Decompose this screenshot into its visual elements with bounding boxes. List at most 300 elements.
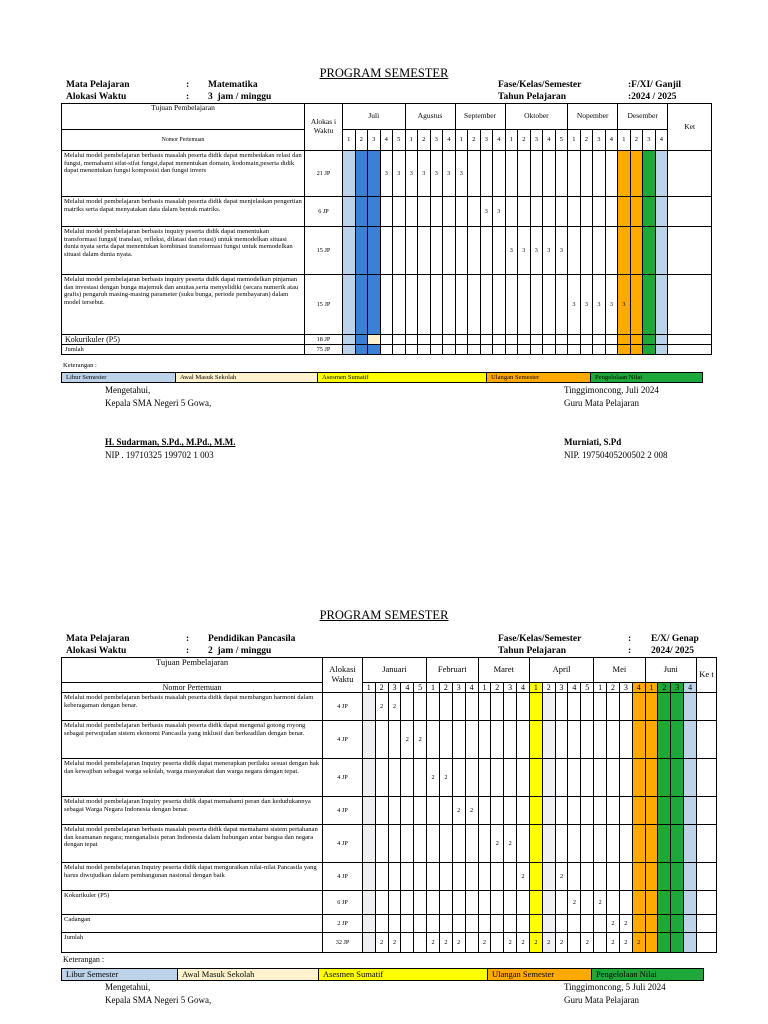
week-cell	[427, 825, 440, 863]
doc2-guru-label: Guru Mata Pelajaran	[564, 995, 639, 1005]
week-number: 1	[568, 130, 581, 151]
legend-ulangan: Ulangan Semester	[487, 968, 592, 981]
week-cell	[401, 863, 414, 891]
week-cell	[581, 721, 594, 759]
doc2-colon-4: :	[628, 646, 632, 656]
week-cell	[542, 891, 555, 915]
week-cell	[465, 759, 478, 797]
week-cell	[478, 797, 491, 825]
legend-libur: Libur Semester	[61, 372, 176, 383]
ket-cell	[697, 693, 717, 721]
week-cell	[671, 797, 684, 825]
doc2-legend	[61, 968, 703, 981]
week-number: 3	[530, 130, 543, 151]
week-cell	[568, 345, 581, 355]
doc2-place-date: Tinggimoncong, 5 Juli 2024	[564, 982, 666, 992]
week-cell	[388, 915, 401, 933]
week-cell	[430, 275, 443, 335]
week-number: 4	[401, 683, 414, 693]
week-number: 4	[605, 130, 618, 151]
week-cell	[414, 915, 427, 933]
week-cell	[343, 335, 356, 345]
doc1-guru-label: Guru Mata Pelajaran	[564, 398, 639, 408]
week-cell: 2	[401, 721, 414, 759]
month-header: Januari	[362, 658, 426, 683]
doc1-fase-value: :F/XI/ Ganjil	[628, 80, 682, 90]
week-cell	[468, 151, 481, 197]
doc2-tahun-label: Tahun Pelajaran	[498, 646, 567, 656]
week-cell	[465, 863, 478, 891]
doc1-keterangan: Keterangan :	[63, 362, 97, 369]
week-number: 4	[493, 130, 506, 151]
week-cell	[380, 345, 393, 355]
week-cell	[452, 891, 465, 915]
week-number: 1	[427, 683, 440, 693]
week-cell	[388, 721, 401, 759]
ket-cell	[668, 345, 712, 355]
week-cell	[671, 693, 684, 721]
week-cell	[439, 693, 452, 721]
alokasi-value: 18 JP	[305, 335, 343, 345]
jumlah-label: Jumlah	[62, 345, 305, 355]
ket-cell	[668, 275, 712, 335]
week-cell	[632, 759, 645, 797]
week-cell: 2	[388, 933, 401, 953]
week-cell	[517, 891, 530, 915]
week-cell	[504, 863, 517, 891]
week-cell	[555, 151, 568, 197]
table-row	[62, 863, 717, 891]
week-cell	[671, 721, 684, 759]
week-cell	[375, 863, 388, 891]
doc1-alokasi-value: 3 jam / minggu	[208, 92, 272, 102]
week-number: 1	[594, 683, 607, 693]
week-cell	[343, 345, 356, 355]
week-cell	[480, 151, 493, 197]
ket-cell	[668, 197, 712, 227]
table-row	[62, 721, 717, 759]
week-cell	[643, 227, 656, 275]
week-cell	[658, 797, 671, 825]
week-cell	[393, 197, 406, 227]
alokasi-value: 75 JP	[305, 345, 343, 355]
col-alokasi-header: Alokas i Waktu	[305, 104, 343, 151]
ket-cell	[697, 759, 717, 797]
week-number: 4	[380, 130, 393, 151]
week-cell	[593, 197, 606, 227]
week-cell	[517, 915, 530, 933]
week-number: 2	[607, 683, 620, 693]
week-cell: 3	[543, 227, 556, 275]
week-cell	[401, 915, 414, 933]
week-cell	[630, 345, 643, 355]
week-cell: 3	[380, 151, 393, 197]
week-number: 5	[393, 130, 406, 151]
week-cell	[505, 345, 518, 355]
week-cell	[343, 275, 356, 335]
ket-cell	[697, 933, 717, 953]
week-number: 1	[343, 130, 356, 151]
week-cell	[493, 227, 506, 275]
week-cell: 2	[427, 759, 440, 797]
tujuan-text: Cadangan	[62, 915, 323, 933]
week-cell	[368, 335, 381, 345]
week-cell	[505, 335, 518, 345]
legend-libur: Libur Semester	[61, 968, 178, 981]
week-cell	[671, 759, 684, 797]
week-cell	[393, 335, 406, 345]
week-cell	[645, 915, 658, 933]
week-number: 4	[632, 683, 645, 693]
week-cell	[658, 825, 671, 863]
week-cell	[493, 275, 506, 335]
week-cell	[491, 915, 504, 933]
week-cell	[542, 797, 555, 825]
week-cell	[555, 891, 568, 915]
week-cell	[505, 275, 518, 335]
week-cell	[594, 721, 607, 759]
week-cell	[543, 197, 556, 227]
week-cell	[405, 345, 418, 355]
week-cell	[430, 197, 443, 227]
week-cell	[468, 227, 481, 275]
tujuan-text: Melalui model pembelajaran berbasis inquiry peserta didik dapat menentukan transformasi fungsi( translasi, refleksi, dilatasi dan rotasi) untuk memodelkan situasi dunia nyata serta dapat menentukan kombinasi transformasi fungsi untuk memodelkan situasi dalam dunia nyata.	[62, 227, 305, 275]
week-cell	[401, 891, 414, 915]
week-cell	[630, 275, 643, 335]
doc1-kepala: Kepala SMA Negeri 5 Gowa,	[105, 398, 212, 408]
week-number: 4	[443, 130, 456, 151]
doc1-guru-nip: NIP. 19750405200502 2 008	[564, 450, 668, 460]
week-cell	[555, 825, 568, 863]
table-row	[62, 915, 717, 933]
week-cell	[618, 197, 631, 227]
week-number: 2	[355, 130, 368, 151]
week-cell	[405, 197, 418, 227]
week-number: 5	[581, 683, 594, 693]
week-cell	[368, 151, 381, 197]
week-cell: 2	[555, 863, 568, 891]
week-number: 2	[468, 130, 481, 151]
legend-ulangan: Ulangan Semester	[486, 372, 591, 383]
week-cell	[655, 335, 668, 345]
alokasi-value: 15 JP	[305, 227, 343, 275]
week-cell	[455, 335, 468, 345]
week-cell: 2	[491, 825, 504, 863]
week-cell	[478, 825, 491, 863]
week-number: 1	[618, 130, 631, 151]
week-cell	[518, 197, 531, 227]
week-cell: 2	[439, 933, 452, 953]
ket-cell	[697, 797, 717, 825]
week-cell	[418, 227, 431, 275]
week-cell	[430, 345, 443, 355]
week-cell: 3	[455, 151, 468, 197]
week-number: 3	[671, 683, 684, 693]
alokasi-value: 21 JP	[305, 151, 343, 197]
week-cell	[605, 345, 618, 355]
week-cell: 2	[619, 933, 632, 953]
week-cell	[594, 825, 607, 863]
week-cell	[414, 933, 427, 953]
tujuan-text: Melalui model pembelajaran berbasis inquiry peserta didik dapat memodelkan pinjaman dan investasi dengan bunga majemuk dan anuitas,serta menyelidiki (secara numerik atau grafis) pengaruh masing-masing parameter (suku bunga, periode pembayaran) dalam model tersebut.	[62, 275, 305, 335]
week-cell	[414, 863, 427, 891]
doc1-tahun-value: :2024 / 2025	[628, 92, 677, 102]
week-cell	[380, 227, 393, 275]
week-cell: 3	[443, 151, 456, 197]
week-cell	[388, 825, 401, 863]
week-cell	[452, 721, 465, 759]
doc1-title: PROGRAM SEMESTER	[319, 66, 449, 80]
week-cell	[568, 197, 581, 227]
week-number: 5	[555, 130, 568, 151]
month-header: Mei	[594, 658, 645, 683]
week-cell	[618, 227, 631, 275]
week-cell: 3	[518, 227, 531, 275]
week-cell	[594, 759, 607, 797]
week-cell	[643, 151, 656, 197]
doc1-mengetahui: Mengetahui,	[105, 385, 151, 395]
week-cell	[465, 915, 478, 933]
week-cell	[401, 825, 414, 863]
week-cell	[630, 335, 643, 345]
week-cell	[632, 863, 645, 891]
week-cell	[632, 721, 645, 759]
week-cell	[405, 275, 418, 335]
month-header: Juli	[343, 104, 406, 130]
week-cell	[619, 797, 632, 825]
week-cell	[542, 721, 555, 759]
week-number: 4	[655, 130, 668, 151]
week-cell	[480, 227, 493, 275]
week-cell	[355, 275, 368, 335]
week-number: 4	[684, 683, 697, 693]
week-cell	[594, 797, 607, 825]
week-cell	[684, 693, 697, 721]
week-cell	[418, 275, 431, 335]
week-cell: 2	[375, 933, 388, 953]
week-cell	[607, 891, 620, 915]
week-cell	[555, 335, 568, 345]
week-cell	[468, 197, 481, 227]
week-cell: 3	[505, 227, 518, 275]
week-cell: 2	[375, 693, 388, 721]
week-cell	[362, 933, 375, 953]
week-cell	[505, 151, 518, 197]
week-cell	[478, 721, 491, 759]
week-cell	[568, 933, 581, 953]
month-header: Juni	[645, 658, 696, 683]
week-cell	[671, 863, 684, 891]
col-ket-header: Ket	[668, 104, 712, 151]
week-cell	[405, 227, 418, 275]
doc1-mapel-label: Mata Pelajaran	[66, 80, 130, 90]
week-cell	[401, 693, 414, 721]
doc1-mapel-value: Matematika	[208, 80, 258, 90]
week-number: 3	[504, 683, 517, 693]
alokasi-value: 4 JP	[323, 797, 363, 825]
week-cell	[530, 345, 543, 355]
week-cell	[518, 335, 531, 345]
week-cell	[355, 335, 368, 345]
week-cell: 2	[414, 721, 427, 759]
week-cell: 2	[517, 933, 530, 953]
week-cell	[568, 693, 581, 721]
alokasi-value: 4 JP	[323, 721, 363, 759]
week-cell	[607, 825, 620, 863]
week-cell	[368, 345, 381, 355]
week-cell	[568, 797, 581, 825]
week-cell	[619, 721, 632, 759]
legend-awal: Awal Masuk Sekolah	[177, 968, 319, 981]
week-cell	[491, 721, 504, 759]
week-cell	[375, 797, 388, 825]
week-number: 4	[465, 683, 478, 693]
doc1-place-date: Tinggimoncong, Juli 2024	[564, 385, 659, 395]
doc2-colon-3: :	[628, 634, 632, 644]
week-cell	[362, 721, 375, 759]
week-cell	[388, 797, 401, 825]
table-row	[62, 345, 712, 355]
table-row	[62, 759, 717, 797]
doc1-schedule-table	[61, 103, 712, 355]
week-cell	[543, 335, 556, 345]
week-cell	[655, 275, 668, 335]
table-row	[62, 933, 717, 953]
legend-asesmen: Asesmen Sumatif	[317, 372, 487, 383]
week-cell	[655, 197, 668, 227]
week-cell	[529, 863, 542, 891]
week-cell	[581, 759, 594, 797]
week-cell	[684, 933, 697, 953]
week-cell	[362, 825, 375, 863]
week-cell	[580, 197, 593, 227]
week-cell	[555, 693, 568, 721]
week-cell	[491, 693, 504, 721]
week-cell	[555, 345, 568, 355]
week-cell	[427, 693, 440, 721]
week-cell	[555, 197, 568, 227]
week-cell	[518, 151, 531, 197]
week-number: 3	[430, 130, 443, 151]
week-cell	[645, 797, 658, 825]
week-number: 2	[542, 683, 555, 693]
week-cell	[655, 151, 668, 197]
doc1-tahun-label: Tahun Pelajaran	[498, 92, 567, 102]
alokasi-value: 32 JP	[323, 933, 363, 953]
week-cell	[607, 693, 620, 721]
week-cell	[671, 915, 684, 933]
week-cell	[439, 721, 452, 759]
table-row	[62, 335, 712, 345]
week-cell	[593, 345, 606, 355]
week-number: 5	[414, 683, 427, 693]
week-cell	[480, 335, 493, 345]
week-cell	[427, 915, 440, 933]
week-cell	[619, 863, 632, 891]
ket-cell	[668, 151, 712, 197]
week-cell	[607, 863, 620, 891]
week-cell	[645, 891, 658, 915]
week-number: 1	[505, 130, 518, 151]
week-cell	[455, 197, 468, 227]
week-cell: 3	[430, 151, 443, 197]
doc2-kepala: Kepala SMA Negeri 5 Gowa,	[105, 995, 212, 1005]
week-cell	[619, 825, 632, 863]
week-cell	[580, 151, 593, 197]
week-cell: 2	[632, 933, 645, 953]
col-tujuan-header: Tujuan Pembelajaran	[62, 658, 323, 683]
week-cell	[414, 797, 427, 825]
week-cell	[414, 891, 427, 915]
week-cell	[493, 151, 506, 197]
week-cell	[401, 797, 414, 825]
week-number: 1	[405, 130, 418, 151]
week-cell	[632, 891, 645, 915]
week-cell: 2	[568, 891, 581, 915]
week-cell: 3	[418, 151, 431, 197]
week-cell	[343, 197, 356, 227]
week-number: 2	[439, 683, 452, 693]
table-row	[62, 825, 717, 863]
week-cell	[581, 797, 594, 825]
week-cell	[491, 933, 504, 953]
week-cell	[427, 863, 440, 891]
week-cell	[478, 891, 491, 915]
week-cell	[452, 825, 465, 863]
week-cell	[645, 693, 658, 721]
week-cell	[555, 915, 568, 933]
week-cell	[452, 863, 465, 891]
week-cell	[594, 693, 607, 721]
week-cell	[362, 693, 375, 721]
week-cell: 3	[568, 275, 581, 335]
week-cell	[529, 915, 542, 933]
legend-pengelolaan: Pengelolaan Nilai	[590, 372, 703, 383]
week-cell: 2	[504, 825, 517, 863]
week-cell	[658, 693, 671, 721]
month-header: Desember	[618, 104, 668, 130]
week-cell	[643, 345, 656, 355]
week-number: 4	[543, 130, 556, 151]
week-cell	[439, 863, 452, 891]
doc2-tahun-value: 2024/ 2025	[651, 646, 695, 656]
week-cell: 2	[452, 797, 465, 825]
week-cell	[593, 335, 606, 345]
month-header: Maret	[478, 658, 529, 683]
week-cell	[542, 693, 555, 721]
doc2-mapel-value: Pendidikan Pancasila	[208, 634, 296, 644]
week-cell	[530, 275, 543, 335]
week-cell	[443, 197, 456, 227]
week-cell	[555, 759, 568, 797]
week-cell: 2	[465, 797, 478, 825]
table-row	[62, 227, 712, 275]
week-cell	[418, 345, 431, 355]
legend-pengelolaan: Pengelolaan Nilai	[591, 968, 704, 981]
week-cell	[427, 797, 440, 825]
week-cell	[580, 345, 593, 355]
week-cell	[671, 933, 684, 953]
week-cell	[607, 759, 620, 797]
ket-cell	[697, 825, 717, 863]
week-cell	[684, 891, 697, 915]
week-cell	[443, 345, 456, 355]
tujuan-text: Melalui model pembelajaran berbasis masalah peserta didik dapat mengenal gotong royong sebagai perwujudan sistem ekonomi Pancasila yang inklusif dan berkeadilan dengan benar.	[62, 721, 323, 759]
week-cell	[658, 863, 671, 891]
week-cell	[529, 693, 542, 721]
doc2-colon-1: :	[186, 634, 190, 644]
week-cell	[362, 759, 375, 797]
